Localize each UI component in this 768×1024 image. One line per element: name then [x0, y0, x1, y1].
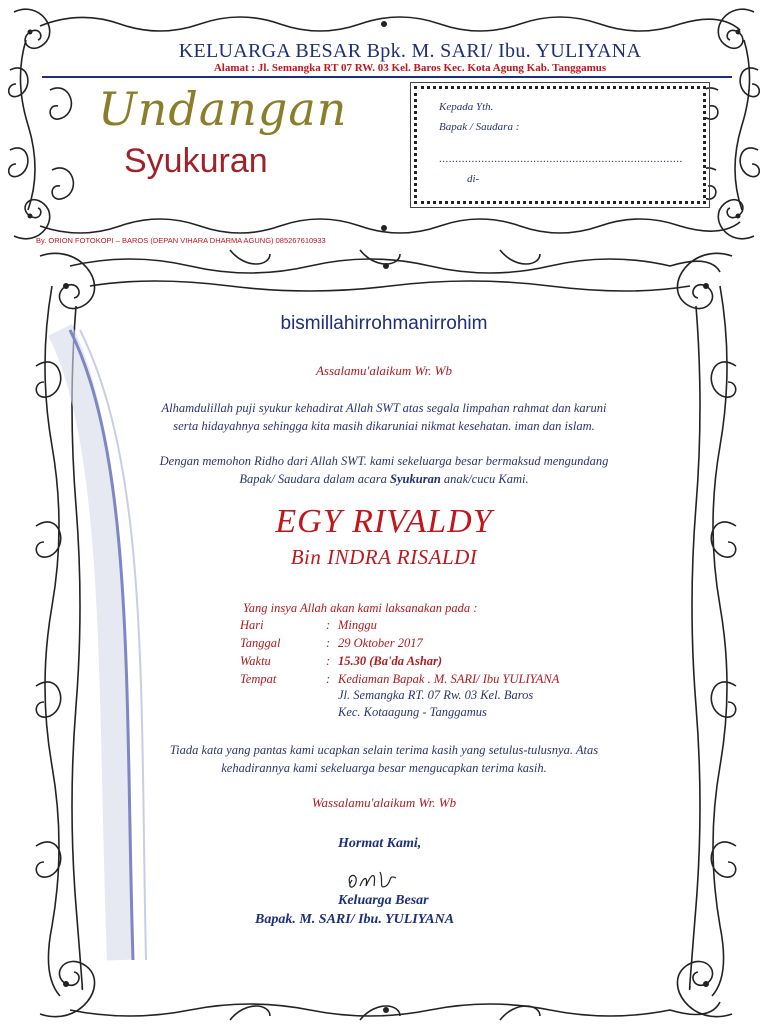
schedule-label: Tempat	[240, 672, 277, 686]
schedule-intro: Yang insya Allah akan kami laksanakan pada :	[243, 601, 478, 615]
schedule-colon: :	[326, 636, 331, 650]
schedule-label: Tanggal	[240, 636, 281, 650]
schedule-label: Hari	[240, 618, 264, 632]
schedule-value: Minggu	[338, 618, 377, 632]
schedule-label: Waktu	[240, 654, 271, 668]
printer-credit: By. ORION FOTOKOPI – BAROS (DEPAN VIHARA DHARMA AGUNG) 085267610933	[36, 236, 326, 245]
recipient-name-blank: ...........................................................................	[439, 153, 683, 165]
place-address-line-3: Kec. Kotaagung - Tanggamus	[338, 705, 487, 719]
intro-paragraph-line-2: serta hidayahnya sehingga kita masih dikaruniai nikmat kesehatan. iman dan islam.	[173, 419, 595, 433]
syukuran-title: Syukuran	[124, 142, 268, 180]
recipient-name-label: Bapak / Saudara :	[439, 121, 520, 133]
child-name: EGY RIVALDY	[275, 503, 493, 540]
family-address: Alamat : Jl. Semangka RT 07 RW. 03 Kel. Baros Kec. Kota Agung Kab. Tanggamus	[213, 62, 607, 74]
family-title: KELUARGA BESAR Bpk. M. SARI/ Ibu. YULIYANA	[178, 40, 642, 62]
invitation-paragraph-line-2	[0, 470, 768, 489]
closing-paragraph-line-1: Tiada kata yang pantas kami ucapkan selain terima kasih yang setulus-tulusnya. Atas	[169, 743, 599, 757]
child-parent-name: Bin INDRA RISALDI	[290, 545, 478, 569]
schedule-value: 29 Oktober 2017	[338, 636, 423, 650]
schedule-colon: :	[326, 654, 331, 668]
greeting-salam: Assalamu'alaikum Wr. Wb	[315, 363, 453, 378]
closing-salam: Wassalamu'alaikum Wr. Wb	[311, 795, 457, 810]
family-signoff: Keluarga Besar	[338, 893, 429, 908]
intro-paragraph-line-1: Alhamdulillah puji syukur kehadirat Allah SWT atas segala limpahan rahmat dan karuni	[161, 401, 607, 415]
invitation-line-post: anak/cucu Kami.	[440, 472, 529, 486]
recipient-location-label: di-	[467, 173, 480, 185]
invitation-line-pre: Bapak/ Saudara dalam acara	[239, 472, 391, 486]
signature-scribble	[342, 866, 422, 896]
undangan-script-title: Undangan	[98, 82, 348, 136]
host-names: Bapak. M. SARI/ Ibu. YULIYANA	[255, 912, 455, 927]
schedule-value: Kediaman Bapak . M. SARI/ Ibu YULIYANA	[338, 672, 560, 686]
schedule-value: 15.30 (Ba'da Ashar)	[338, 654, 443, 668]
invitation-paragraph-line-1: Dengan memohon Ridho dari Allah SWT. kami sekeluarga besar bermaksud mengundang	[159, 454, 609, 468]
recipient-to-label: Kepada Yth.	[439, 101, 494, 113]
schedule-colon: :	[326, 618, 331, 632]
regards-label: Hormat Kami,	[338, 836, 422, 851]
place-address-line-2: Jl. Semangka RT. 07 Rw. 03 Kel. Baros	[338, 688, 534, 702]
event-name: Syukuran	[390, 472, 441, 486]
schedule-colon: :	[326, 672, 331, 686]
closing-paragraph-line-2: kehadirannya kami sekeluarga besar mengucapkan terima kasih.	[221, 761, 547, 775]
bismillah-heading: bismillahirrohmanirrohim	[280, 313, 488, 334]
